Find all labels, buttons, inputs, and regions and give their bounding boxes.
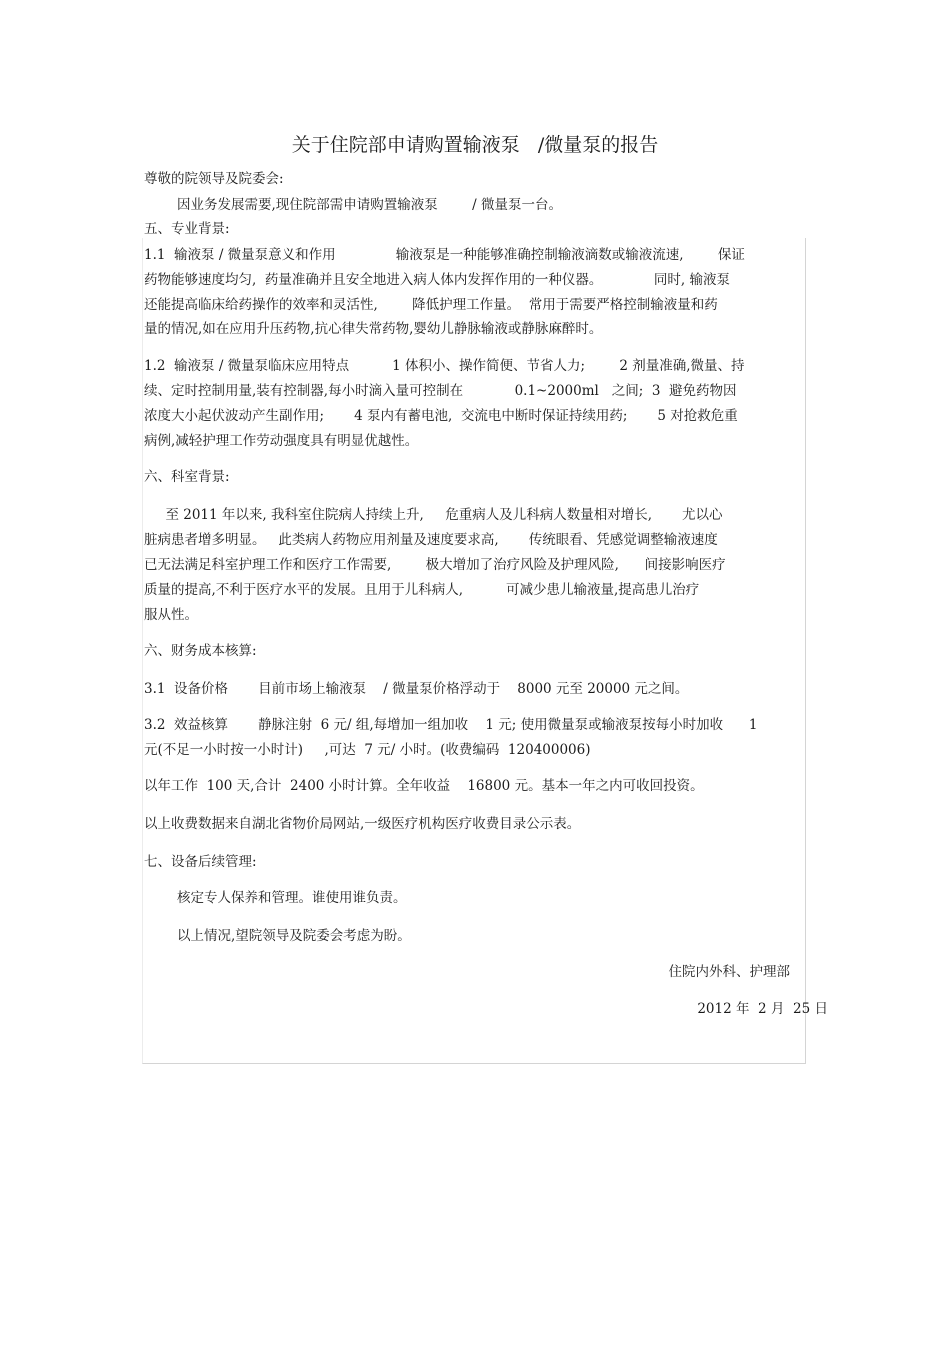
signature: 住院内外科、护理部	[668, 964, 790, 980]
dept-background-line: 脏病患者增多明显。 此类病人药物应用剂量及速度要求高, 传统眼看、凭感觉调整输液速度	[144, 532, 718, 548]
dept-background-line: 已无法满足科室护理工作和医疗工作需要, 极大增加了治疗风险及护理风险, 间接影响医疗	[144, 557, 726, 573]
paragraph-1-2-line: 1.2 输液泵 / 微量泵临床应用特点 1 体积小、操作简便、节省人力; 2 剂量准确,微量、持	[144, 358, 745, 374]
paragraph-1-1-line: 药物能够速度均匀, 药量准确并且安全地进入病人体内发挥作用的一种仪器。 同时, 输液泵	[144, 272, 730, 288]
paragraph-1-1-line: 量的情况,如在应用升压药物,抗心律失常药物,婴幼儿静脉输液或静脉麻醉时。	[144, 321, 603, 337]
paragraph-1-2-line: 续、定时控制用量,装有控制器,每小时滴入量可控制在 0.1~2000ml 之间; 3 避免药物因	[144, 383, 737, 399]
annual-income: 以年工作 100 天,合计 2400 小时计算。全年收益 16800 元。基本一年之内可收回投资。	[144, 778, 704, 794]
benefit-line: 3.2 效益核算 静脉注射 6 元/ 组,每增加一组加收 1 元; 使用微量泵或输液泵按每小时加收 1	[144, 717, 758, 733]
equipment-price: 3.1 设备价格 目前市场上输液泵 / 微量泵价格浮动于 8000 元至 20000 元之间。	[144, 681, 689, 697]
intro-paragraph: 因业务发展需要,现住院部需申请购置输液泵 / 微量泵一台。	[177, 197, 562, 213]
closing-paragraph: 以上情况,望院领导及院委会考虑为盼。	[177, 928, 411, 944]
data-source: 以上收费数据来自湖北省物价局网站,一级医疗机构医疗收费目录公示表。	[144, 816, 581, 832]
dept-background-line: 质量的提高,不利于医疗水平的发展。且用于儿科病人, 可减少患儿输液量,提高患儿治疗	[144, 582, 700, 598]
benefit-line: 元(不足一小时按一小时计) ,可达 7 元/ 小时。(收费编码 120400006)	[144, 742, 591, 758]
finance-heading: 六、财务成本核算:	[144, 643, 257, 659]
report-title: 关于住院部申请购置输液泵 /微量泵的报告	[291, 134, 659, 156]
section-6-heading: 六、科室背景:	[144, 469, 230, 485]
section-5-heading: 五、专业背景:	[144, 221, 230, 237]
management-paragraph: 核定专人保养和管理。谁使用谁负责。	[177, 890, 407, 906]
dept-background-line: 至 2011 年以来, 我科室住院病人持续上升, 危重病人及儿科病人数量相对增长, 尤以心	[144, 507, 723, 523]
paragraph-1-2-line: 病例,减轻护理工作劳动强度具有明显优越性。	[144, 433, 419, 449]
section-7-heading: 七、设备后续管理:	[144, 854, 257, 870]
paragraph-1-1-line: 还能提高临床给药操作的效率和灵活性, 降低护理工作量。 常用于需要严格控制输液量和药	[144, 297, 718, 313]
report-date: 2012 年 2 月 25 日	[697, 1001, 828, 1017]
paragraph-1-2-line: 浓度大小起伏波动产生副作用; 4 泵内有蓄电池, 交流电中断时保证持续用药; 5 对抢救危重	[144, 408, 738, 424]
salutation: 尊敬的院领导及院委会:	[144, 171, 284, 187]
dept-background-line: 服从性。	[144, 607, 198, 623]
paragraph-1-1-line: 1.1 输液泵 / 微量泵意义和作用 输液泵是一种能够准确控制输液滴数或输液流速, 保证	[144, 247, 745, 263]
